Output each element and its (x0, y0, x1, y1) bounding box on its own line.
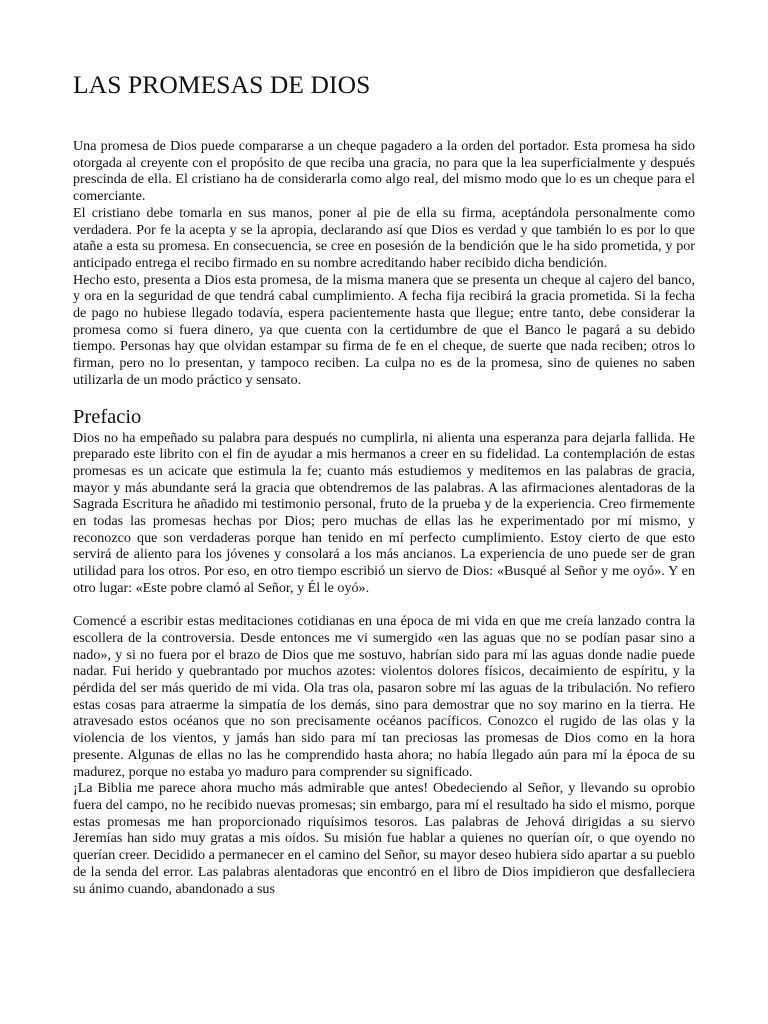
document-title: LAS PROMESAS DE DIOS (73, 70, 371, 99)
preface-paragraph-1: Dios no ha empeñado su palabra para después no cumplirla, ni alienta una esperanza para dejarla fallida. He preparado este librito con el fin de ayudar a mis hermanos a creer en su fidelidad. La contemplación de estas promesas es un acicate que estimula la fe; cuanto más estudiemos y meditemos en las palabras de gracia, mayor y más abundante será la gracia que obtendremos de las palabras. A las afirmaciones alentadoras de la Sagrada Escritura he añadido mi testimonio personal, fruto de la prueba y de la experiencia. Creo firmemente en todas las promesas hechas por Dios; pero muchas de ellas las he experimentado por mí mismo, y reconozco que son verdaderas porque han tenido en mí perfecto cumplimiento. Estoy cierto de que esto servirá de aliento para los jóvenes y consolará a los más ancianos. La experiencia de uno puede ser de gran utilidad para los otros. Por eso, en otro tiempo escribió un siervo de Dios: «Busqué al Señor y me oyó». Y en otro lugar: «Este pobre clamó al Señor, y Él le oyó». (73, 429, 695, 596)
intro-paragraph-1: Una promesa de Dios puede compararse a un cheque pagadero a la orden del portador. Esta promesa ha sido otorgada al creyente con el propósito de que reciba una gracia, no para que la lea superficialmente y después prescinda de ella. El cristiano ha de considerarla como algo real, del mismo modo que lo es un cheque para el comerciante. (73, 138, 695, 205)
preface-paragraph-2: Comencé a escribir estas meditaciones cotidianas en una época de mi vida en que me creía lanzado contra la escollera de la controversia. Desde entonces me vi sumergido «en las aguas que no se podían pasar sino a nado», y si no fuera por el brazo de Dios que me sostuvo, habrían sido para mí las aguas donde nadie puede nadar. Fui herido y quebrantado por muchos azotes: violentos dolores físicos, decaimiento de espíritu, y la pérdida del ser más querido de mi vida. Ola tras ola, pasaron sobre mí las aguas de la tribulación. No refiero estas cosas para atraerme la simpatía de los demás, sino para demostrar que no soy marino en la tierra. He atravesado estos océanos que no son precisamente océanos pacíficos. Conozco el rugido de las olas y la violencia de los vientos, y jamás han sido para mí tan preciosas las promesas de Dios como en la hora presente. Algunas de ellas no las he comprendido hasta ahora; no había llegado aún para mí la época de su madurez, porque no estaba yo maduro para comprender su significado. (73, 613, 695, 780)
document-page (73, 68, 695, 897)
preface-paragraph-3: ¡La Biblia me parece ahora mucho más admirable que antes! Obedeciendo al Señor, y llevando su oprobio fuera del campo, no he recibido nuevas promesas; sin embargo, para mí el resultado ha sido el mismo, porque estas promesas me han proporcionado riquísimos tesoros. Las palabras de Jehová dirigidas a su siervo Jeremías han sido muy gratas a mis oídos. Su misión fue hablar a quienes no querían oír, o que oyendo no querían creer. Decidido a permanecer en el camino del Señor, su mayor deseo hubiera sido apartar a su pueblo de la senda del error. Las palabras alentadoras que encontró en el libro de Dios impidieron que desfalleciera su ánimo cuando, abandonado a sus (73, 780, 695, 897)
preface-heading: Prefacio (73, 405, 142, 428)
intro-paragraph-2: El cristiano debe tomarla en sus manos, poner al pie de ella su firma, aceptándola personalmente como verdadera. Por fe la acepta y se la apropia, declarando así que Dios es verdad y que también lo es por lo que atañe a esta su promesa. En consecuencia, se cree en posesión de la bendición que le ha sido prometida, y por anticipado entrega el recibo firmado en su nombre acreditando haber recibido dicha bendición. (73, 204, 695, 271)
intro-paragraph-3: Hecho esto, presenta a Dios esta promesa, de la misma manera que se presenta un cheque al cajero del banco, y ora en la seguridad de que tendrá cabal cumplimiento. A fecha fija recibirá la gracia prometida. Si la fecha de pago no hubiese llegado todavía, espera pacientemente hasta que llegue; entre tanto, debe considerar la promesa como si fuera dinero, ya que cuenta con la certidumbre de que el Banco le pagará a su debido tiempo. Personas hay que olvidan estampar su firma de fe en el cheque, de suerte que nada reciben; otros lo firman, pero no lo presentan, y tampoco reciben. La culpa no es de la promesa, sino de quienes no saben utilizarla de un modo práctico y sensato. (73, 271, 695, 388)
paragraph-spacer (73, 597, 695, 614)
